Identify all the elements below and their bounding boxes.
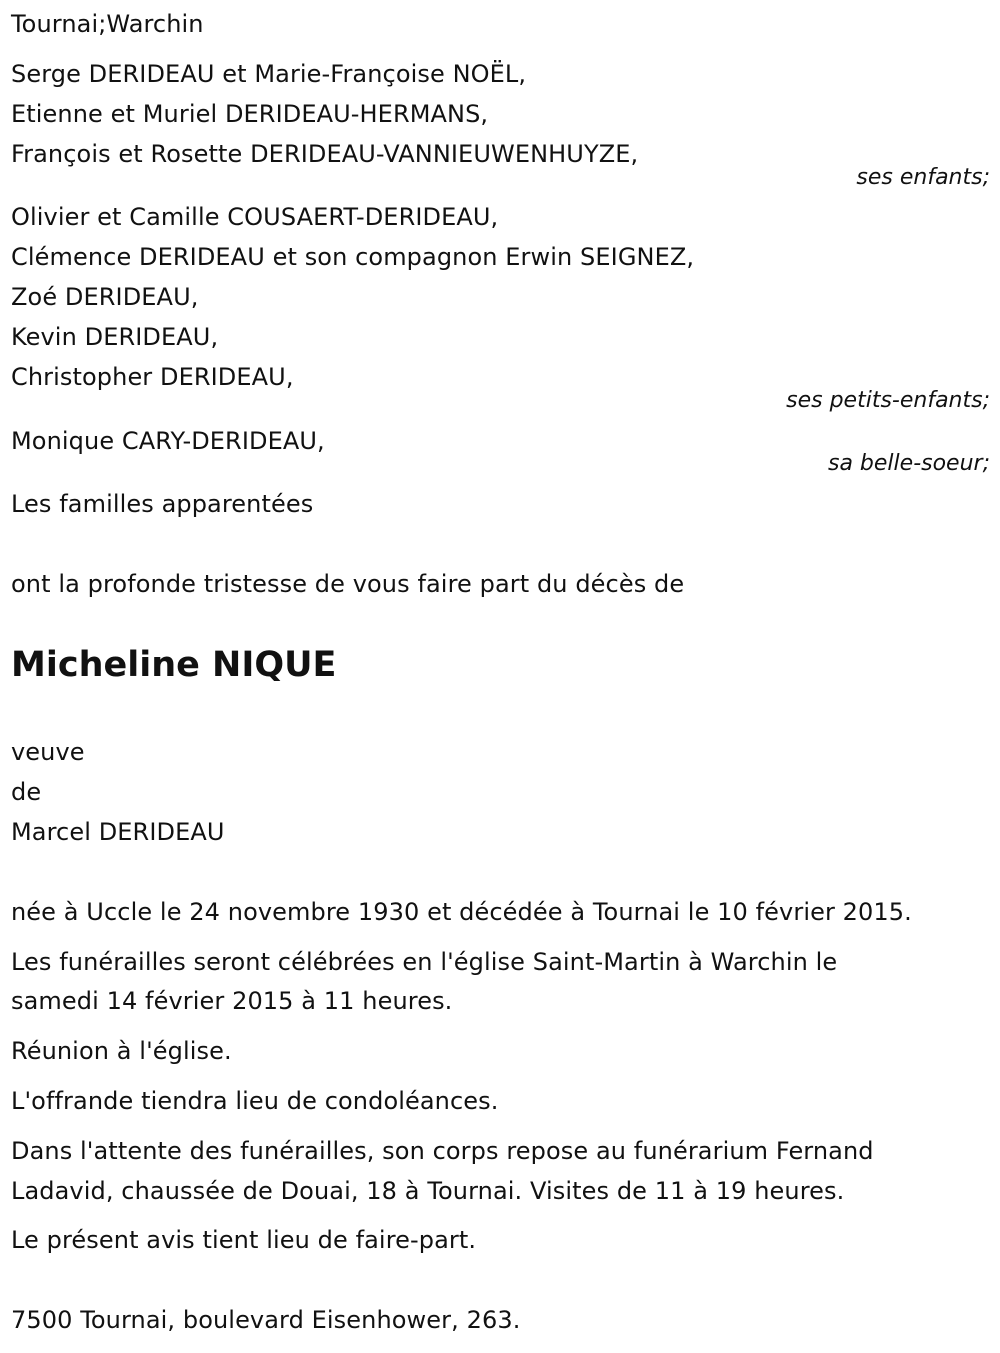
widow-line: de (11, 778, 42, 806)
child-name: Etienne et Muriel DERIDEAU-HERMANS, (11, 100, 489, 128)
sister-in-law-name: Monique CARY-DERIDEAU, (11, 427, 325, 455)
widow-line: Marcel DERIDEAU (11, 818, 225, 846)
children-role: ses enfants; (856, 165, 990, 190)
grandchild-name: Christopher DERIDEAU, (11, 363, 294, 391)
offering-text: L'offrande tiendra lieu de condoléances. (11, 1087, 499, 1115)
sister-in-law-role: sa belle-soeur; (828, 451, 990, 476)
grandchildren-role: ses petits-enfants; (786, 388, 990, 413)
location-header: Tournai;Warchin (11, 10, 204, 38)
address-text: 7500 Tournai, boulevard Eisenhower, 263. (11, 1306, 521, 1334)
notice-text: Le présent avis tient lieu de faire-part. (11, 1226, 477, 1254)
funerarium-text: Dans l'attente des funérailles, son corps repose au funérarium Fernand (11, 1137, 874, 1165)
funeral-text: Les funérailles seront célébrées en l'église Saint-Martin à Warchin le (11, 948, 838, 976)
deceased-name: Micheline NIQUE (11, 645, 337, 685)
birth-death-text: née à Uccle le 24 novembre 1930 et décédée à Tournai le 10 février 2015. (11, 898, 912, 926)
announcement-text: ont la profonde tristesse de vous faire part du décès de (11, 570, 685, 598)
meeting-text: Réunion à l'église. (11, 1037, 232, 1065)
related-families: Les familles apparentées (11, 490, 314, 518)
widow-line: veuve (11, 738, 85, 766)
funeral-text: samedi 14 février 2015 à 11 heures. (11, 987, 453, 1015)
grandchild-name: Zoé DERIDEAU, (11, 283, 199, 311)
child-name: Serge DERIDEAU et Marie-Françoise NOËL, (11, 60, 527, 88)
grandchild-name: Clémence DERIDEAU et son compagnon Erwin SEIGNEZ, (11, 243, 695, 271)
grandchild-name: Kevin DERIDEAU, (11, 323, 219, 351)
grandchild-name: Olivier et Camille COUSAERT-DERIDEAU, (11, 203, 499, 231)
funerarium-text: Ladavid, chaussée de Douai, 18 à Tournai. Visites de 11 à 19 heures. (11, 1177, 845, 1205)
child-name: François et Rosette DERIDEAU-VANNIEUWENHUYZE, (11, 140, 639, 168)
